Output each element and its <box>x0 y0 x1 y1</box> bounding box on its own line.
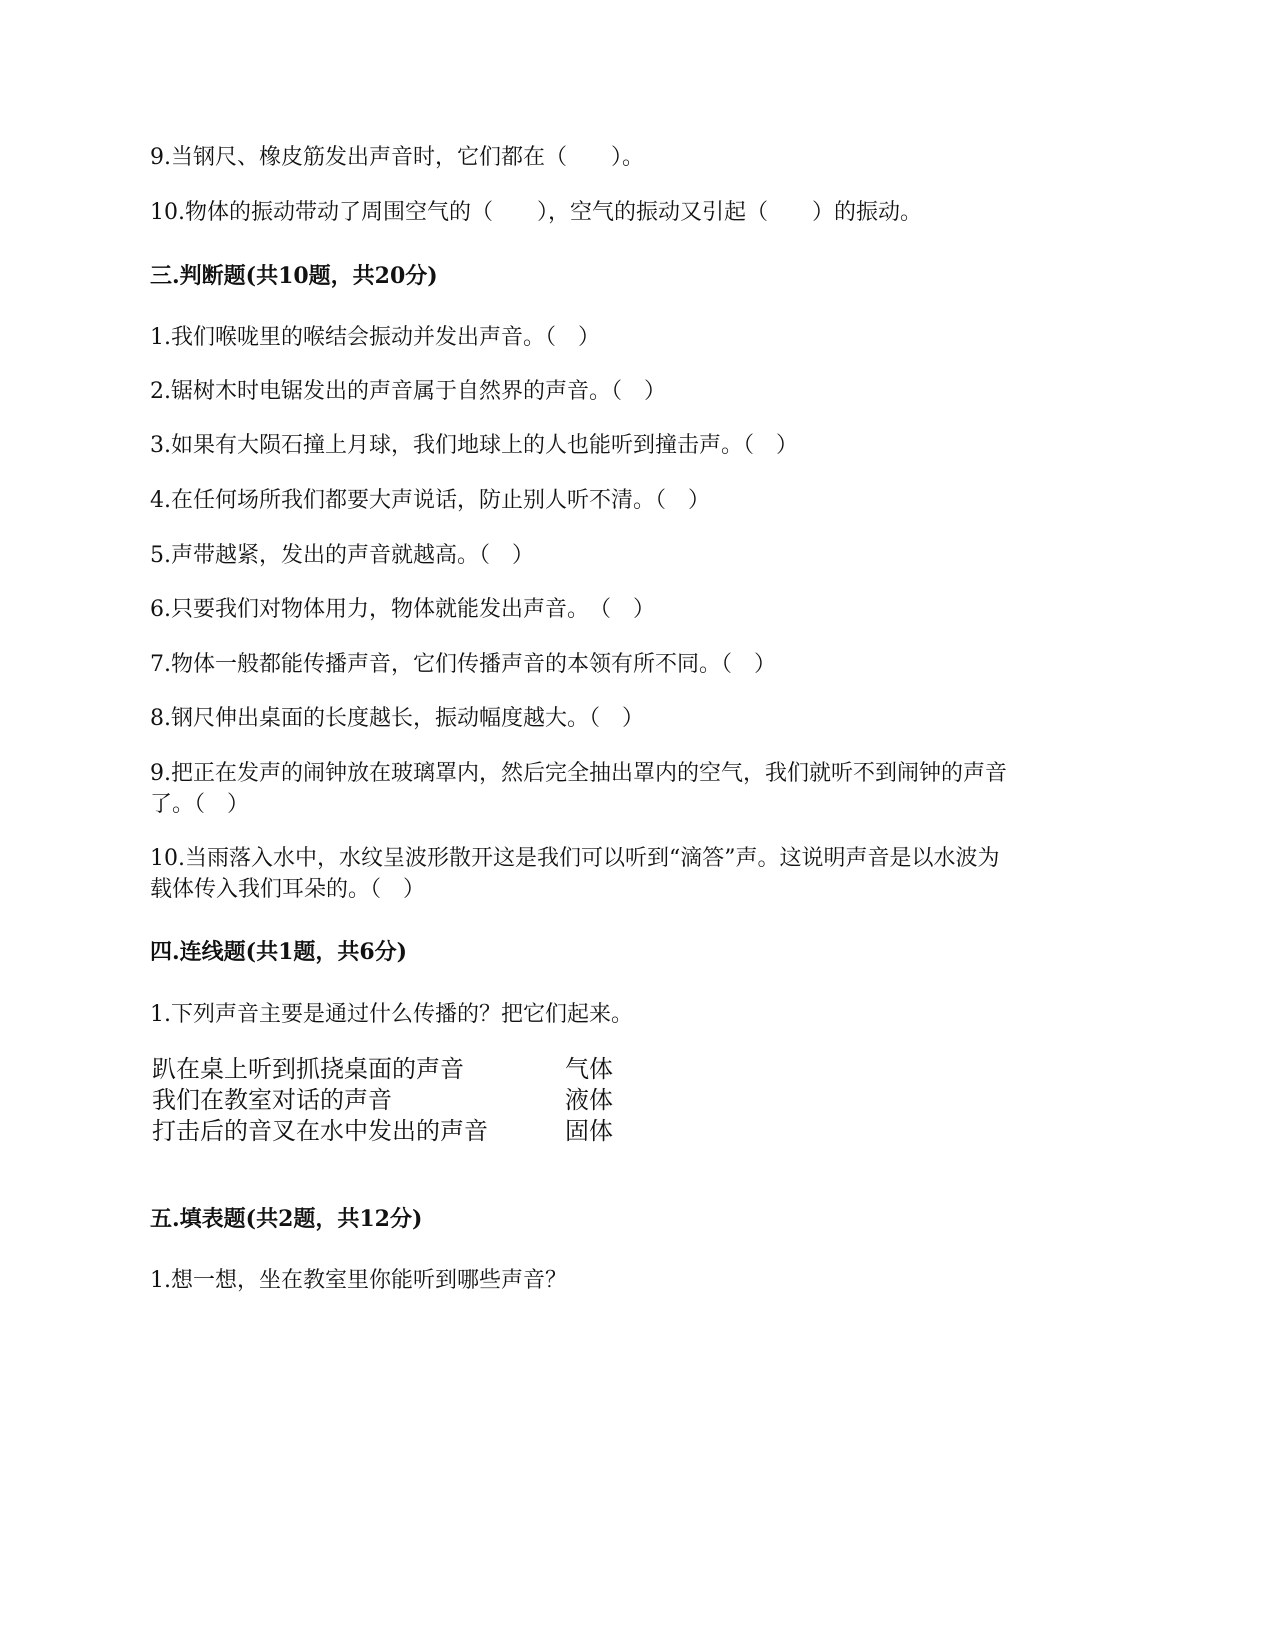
judgment-question-6: 6.只要我们对物体用力，物体就能发出声音。 （ ） <box>150 597 655 622</box>
matching-question-1: 1.下列声音主要是通过什么传播的？把它们起来。 <box>150 1002 633 1027</box>
section-heading-fill-table: 五.填表题(共2题，共12分) <box>150 1206 423 1232</box>
judgment-question-4: 4.在任何场所我们都要大声说话，防止别人听不清。（ ） <box>150 488 710 513</box>
matching-right-item-solid: 固体 <box>565 1117 613 1145</box>
section-heading-matching: 四.连线题(共1题，共6分) <box>150 939 408 965</box>
matching-left-item-3: 打击后的音叉在水中发出的声音 <box>152 1117 488 1145</box>
judgment-question-10-line2: 载体传入我们耳朵的。（ ） <box>150 877 426 902</box>
judgment-question-8: 8.钢尺伸出桌面的长度越长，振动幅度越大。（ ） <box>150 706 644 731</box>
matching-right-item-gas: 气体 <box>565 1055 613 1083</box>
fill-blank-question-10: 10.物体的振动带动了周围空气的（ ），空气的振动又引起（ ）的振动。 <box>150 200 922 225</box>
matching-right-item-liquid: 液体 <box>565 1086 613 1114</box>
judgment-question-5: 5.声带越紧，发出的声音就越高。（ ） <box>150 543 534 568</box>
judgment-question-9-line2: 了。（ ） <box>150 792 250 817</box>
matching-left-item-1: 趴在桌上听到抓挠桌面的声音 <box>152 1055 464 1083</box>
judgment-question-9-line1: 9.把正在发声的闹钟放在玻璃罩内，然后完全抽出罩内的空气，我们就听不到闹钟的声音 <box>150 761 1007 786</box>
judgment-question-1: 1.我们喉咙里的喉结会振动并发出声音。（ ） <box>150 325 600 350</box>
judgment-question-10-line1: 10.当雨落入水中，水纹呈波形散开这是我们可以听到“滴答”声。这说明声音是以水波为 <box>150 846 1000 871</box>
fill-table-question-1: 1.想一想，坐在教室里你能听到哪些声音？ <box>150 1268 567 1293</box>
judgment-question-2: 2.锯树木时电锯发出的声音属于自然界的声音。（ ） <box>150 379 666 404</box>
judgment-question-3: 3.如果有大陨石撞上月球，我们地球上的人也能听到撞击声。（ ） <box>150 433 798 458</box>
judgment-question-7: 7.物体一般都能传播声音，它们传播声音的本领有所不同。（ ） <box>150 652 776 677</box>
fill-blank-question-9: 9.当钢尺、橡皮筋发出声音时，它们都在（ ）。 <box>150 145 644 170</box>
matching-left-item-2: 我们在教室对话的声音 <box>152 1086 392 1114</box>
section-heading-judgment: 三.判断题(共10题，共20分) <box>150 263 438 289</box>
